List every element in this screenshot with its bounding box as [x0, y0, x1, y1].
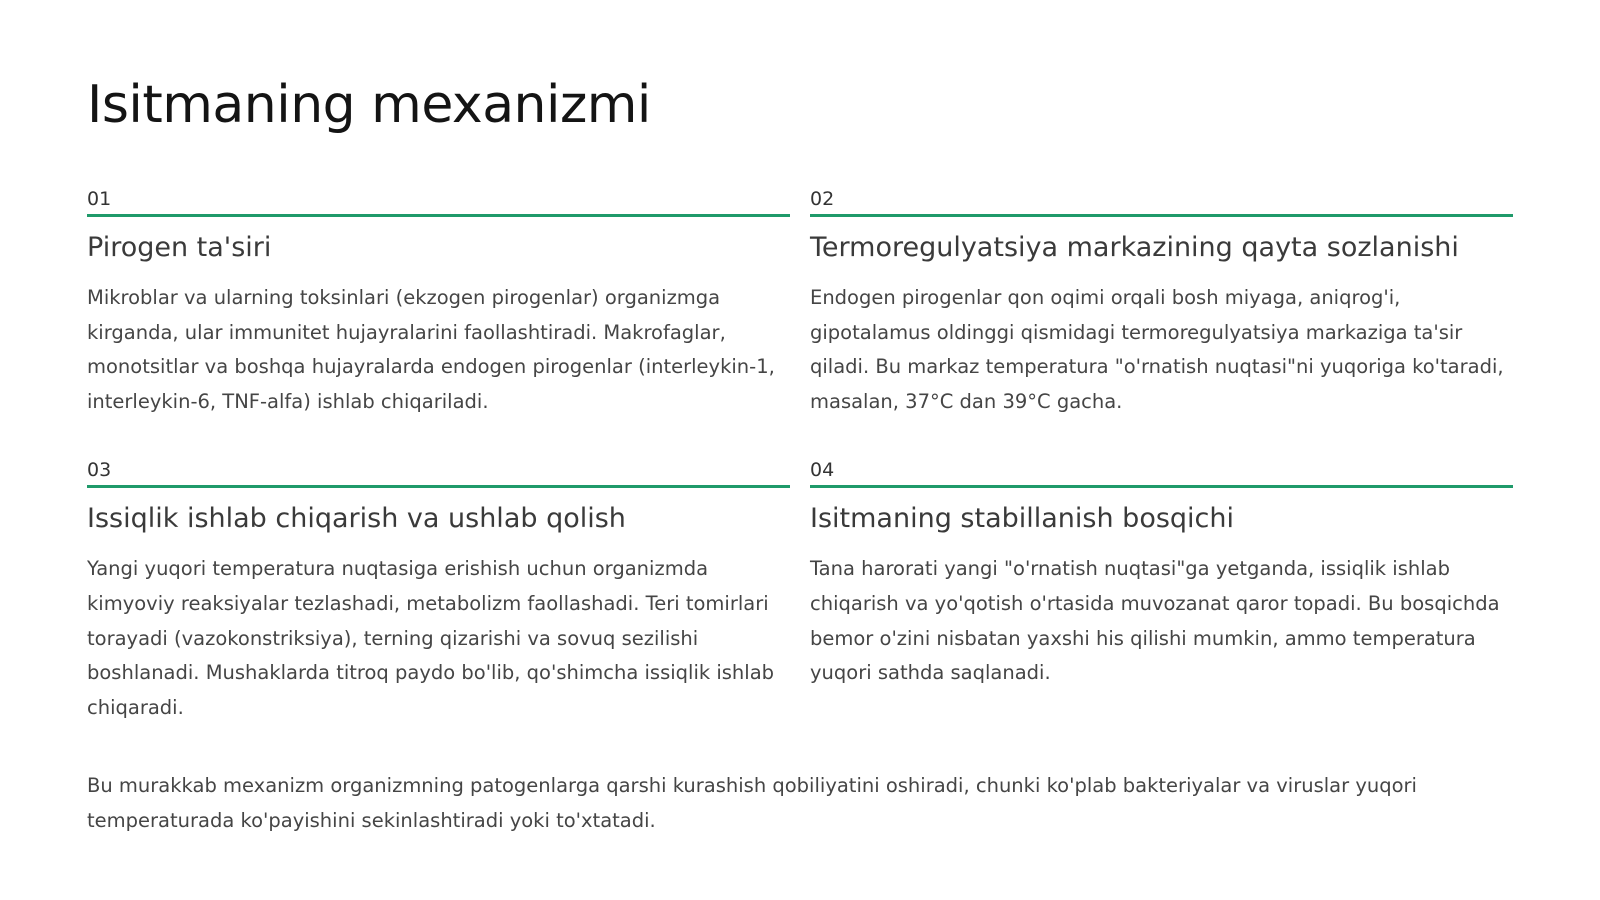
section-heading: Issiqlik ishlab chiqarish va ushlab qolish	[87, 503, 626, 535]
conclusion-paragraph: Bu murakkab mexanizm organizmning patogenlarga qarshi kurashish qobiliyatini oshiradi, chunki ko'plab bakteriyalar va viruslar yuqori temperaturada ko'payishini sekinlashtiradi yoki to'xtatadi.	[87, 774, 1417, 832]
section-divider	[87, 485, 790, 488]
section-number: 01	[87, 188, 112, 210]
section-heading: Isitmaning stabillanish bosqichi	[810, 503, 1234, 535]
page-title: Isitmaning mexanizmi	[87, 75, 651, 135]
section-body: Mikroblar va ularning toksinlari (ekzogen pirogenlar) organizmga kirganda, ular immunitet hujayralarini faollashtiradi. Makrofaglar, monotsitlar va boshqa hujayralarda endogen pirogenlar (interleykin-1, interleykin-6, TNF-alfa) ishlab chiqariladi.	[87, 286, 775, 413]
section-divider	[810, 485, 1513, 488]
section-body: Yangi yuqori temperatura nuqtasiga erishish uchun organizmda kimyoviy reaksiyalar tezlashadi, metabolizm faollashadi. Teri tomirlari torayadi (vazokonstriksiya), terning qizarishi va sovuq sezilishi boshlanadi. Mushaklarda titroq paydo bo'lib, qo'shimcha issiqlik ishlab chiqaradi.	[87, 557, 775, 719]
section-04	[810, 457, 1513, 725]
section-number: 04	[810, 459, 835, 482]
section-heading: Pirogen ta'siri	[87, 232, 272, 263]
section-divider	[87, 214, 790, 217]
section-heading: Termoregulyatsiya markazining qayta sozlanishi	[810, 232, 1459, 263]
section-number: 02	[810, 188, 835, 210]
section-divider	[810, 214, 1513, 217]
sections-grid	[87, 186, 1513, 725]
section-02	[810, 186, 1513, 419]
section-01	[87, 186, 790, 419]
section-number: 03	[87, 459, 112, 482]
section-body: Tana harorati yangi "o'rnatish nuqtasi"ga yetganda, issiqlik ishlab chiqarish va yo'qotish o'rtasida muvozanat qaror topadi. Bu bosqichda bemor o'zini nisbatan yaxshi his qilishi mumkin, ammo temperatura yuqori sathda saqlanadi.	[810, 557, 1500, 685]
section-body: Endogen pirogenlar qon oqimi orqali bosh miyaga, aniqrog'i, gipotalamus oldinggi qismidagi termoregulyatsiya markaziga ta'sir qiladi. Bu markaz temperatura "o'rnatish nuqtasi"ni yuqoriga ko'taradi, masalan, 37°C dan 39°C gacha.	[810, 286, 1504, 413]
section-03	[87, 457, 790, 725]
